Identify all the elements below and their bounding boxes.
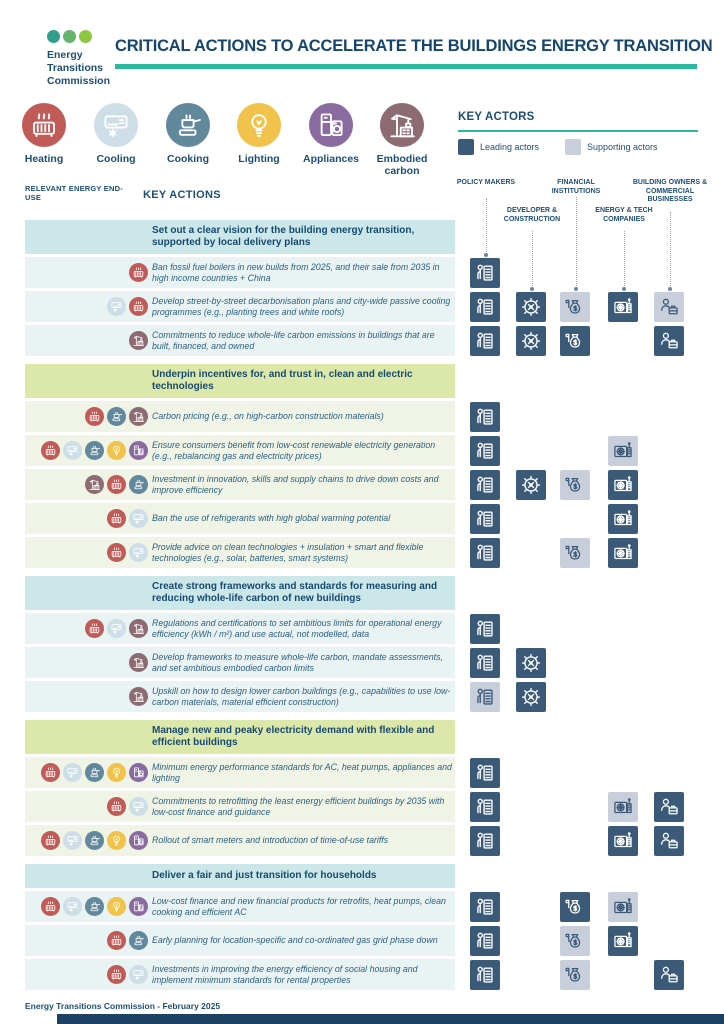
- logo-dot: [47, 30, 60, 43]
- relevant-end-use-label: RELEVANT ENERGY END-USE: [25, 184, 123, 202]
- action-text: Ban fossil fuel boilers in new builds from 2025, and their sale from 2035 in high income countries + China: [152, 261, 440, 283]
- row-end-use-icons: [25, 891, 148, 922]
- action-row: [25, 825, 724, 856]
- policy-actor-icon-lead: [470, 648, 500, 678]
- policy-actor-icon-lead: [470, 614, 500, 644]
- action-row: [25, 469, 724, 500]
- developer-actor-icon-lead: [516, 682, 546, 712]
- cooling-icon: [63, 441, 82, 460]
- action-text: Early planning for location-specific and co-ordinated gas grid phase down: [152, 935, 438, 946]
- owner-actor-icon-support: [654, 292, 684, 322]
- logo-line: Transitions: [47, 62, 104, 74]
- policy-actor-icon-lead: [470, 470, 500, 500]
- heating-icon: [107, 931, 126, 950]
- cooking-icon: [107, 407, 126, 426]
- cooling-icon: [129, 543, 148, 562]
- action-text: Minimum energy performance standards for AC, heat pumps, appliances and lighting: [152, 761, 452, 783]
- owner-actor-icon-lead: [654, 326, 684, 356]
- policy-actor-icon-lead: [470, 960, 500, 990]
- developer-actor-icon-lead: [516, 470, 546, 500]
- developer-actor-icon-lead: [516, 292, 546, 322]
- section-title: Create strong frameworks and standards for measuring and reducing whole-life carbon of new buildings: [25, 576, 455, 610]
- end-use-heating: [8, 103, 80, 166]
- energy-actor-icon-lead: [608, 926, 638, 956]
- cooling-icon: [63, 897, 82, 916]
- row-end-use-icons: [25, 647, 148, 678]
- end-use-label: Appliances: [302, 153, 360, 165]
- leading-actor-label: Leading actors: [480, 142, 540, 152]
- cooling-icon: [63, 763, 82, 782]
- embodied-icon: [129, 331, 148, 350]
- actions-matrix: [25, 220, 724, 998]
- lighting-icon: [107, 763, 126, 782]
- policy-actor-icon-lead: [470, 292, 500, 322]
- appliances-icon: [129, 763, 148, 782]
- heating-icon: [129, 297, 148, 316]
- logo-dot: [79, 30, 92, 43]
- cooling-icon: [129, 797, 148, 816]
- energy-actor-icon-support: [608, 792, 638, 822]
- cooling-icon: [129, 965, 148, 984]
- action-row: [25, 681, 724, 712]
- end-use-lighting: [223, 103, 295, 166]
- row-end-use-icons: [25, 681, 148, 712]
- action-text: Ensure consumers benefit from low-cost renewable electricity generation (e.g., rebalancing gas and electricity prices): [152, 439, 436, 461]
- action-text: Low-cost finance and new financial products for retrofits, heat pumps, clean cooking and efficient AC: [152, 895, 446, 917]
- section-title: Underpin incentives for, and trust in, clean and electric technologies: [25, 364, 455, 398]
- end-use-cooling: [80, 103, 152, 166]
- section-title: Deliver a fair and just transition for households: [25, 864, 455, 888]
- embodied-icon: [380, 103, 424, 147]
- energy-actor-icon-lead: [608, 826, 638, 856]
- supporting-actor-swatch: [565, 139, 581, 155]
- end-use-embodied: [366, 103, 438, 177]
- end-use-cooking: [152, 103, 224, 166]
- heating-icon: [107, 965, 126, 984]
- column-header-finance: FINANCIAL INSTITUTIONS: [551, 179, 601, 195]
- lighting-icon: [107, 441, 126, 460]
- section-1: [25, 220, 724, 356]
- cooling-icon: [107, 297, 126, 316]
- footer-credit: Energy Transitions Commission - February 2025: [25, 1001, 221, 1011]
- row-end-use-icons: [25, 469, 148, 500]
- column-header-policy: POLICY MAKERS: [456, 179, 516, 186]
- key-actors-divider: [458, 130, 698, 132]
- action-text: Develop frameworks to measure whole-life carbon, mandate assessments, and set ambitious embodied carbon limits: [152, 651, 443, 673]
- end-use-label: Cooling: [96, 153, 136, 165]
- row-end-use-icons: [25, 613, 148, 644]
- action-row: [25, 647, 724, 678]
- heating-icon: [22, 103, 66, 147]
- key-actions-label: KEY ACTIONS: [143, 189, 221, 201]
- owner-actor-icon-lead: [654, 792, 684, 822]
- energy-actor-icon-lead: [608, 538, 638, 568]
- developer-actor-icon-lead: [516, 648, 546, 678]
- cooking-icon: [129, 475, 148, 494]
- policy-actor-icon-lead: [470, 926, 500, 956]
- legend-supporting: [565, 139, 658, 155]
- key-actors-title: KEY ACTORS: [458, 111, 535, 123]
- action-text: Commitments to retrofitting the least energy efficient buildings by 2035 with low-cost finance and guidance: [152, 795, 445, 817]
- end-use-label: Heating: [24, 153, 64, 165]
- policy-actor-icon-lead: [470, 538, 500, 568]
- heating-icon: [85, 407, 104, 426]
- row-end-use-icons: [25, 537, 148, 568]
- column-header-developer: DEVELOPER & CONSTRUCTION: [503, 207, 561, 223]
- policy-actor-icon-support: [470, 682, 500, 712]
- legend-leading: [458, 139, 539, 155]
- end-use-label: Cooking: [167, 153, 209, 165]
- embodied-icon: [129, 407, 148, 426]
- action-row: [25, 791, 724, 822]
- finance-actor-icon-support: [560, 470, 590, 500]
- row-end-use-icons: [25, 791, 148, 822]
- energy-actor-icon-lead: [608, 292, 638, 322]
- action-row: [25, 891, 724, 922]
- cooking-icon: [85, 441, 104, 460]
- row-end-use-icons: [25, 435, 148, 466]
- row-end-use-icons: [25, 503, 148, 534]
- heating-icon: [107, 475, 126, 494]
- heating-icon: [41, 897, 60, 916]
- section-3: [25, 576, 724, 712]
- developer-actor-icon-lead: [516, 326, 546, 356]
- leading-actor-swatch: [458, 139, 474, 155]
- column-header-owner: BUILDING OWNERS & COMMERCIAL BUSINESSES: [632, 179, 708, 204]
- finance-actor-icon-support: [560, 538, 590, 568]
- heating-icon: [41, 441, 60, 460]
- logo-dot: [63, 30, 76, 43]
- cooling-icon: [63, 831, 82, 850]
- finance-actor-icon-support: [560, 292, 590, 322]
- title-accent-bar: [115, 64, 697, 69]
- energy-actor-icon-lead: [608, 470, 638, 500]
- cooling-icon: [107, 619, 126, 638]
- owner-actor-icon-lead: [654, 960, 684, 990]
- policy-actor-icon-lead: [470, 758, 500, 788]
- action-row: [25, 291, 724, 322]
- energy-actor-icon-support: [608, 892, 638, 922]
- action-text: Investments in improving the energy efficiency of social housing and implement minimum standards for rental properties: [152, 963, 418, 985]
- action-row: [25, 435, 724, 466]
- end-use-label: Lighting: [238, 153, 280, 165]
- policy-actor-icon-lead: [470, 504, 500, 534]
- cooking-icon: [85, 763, 104, 782]
- owner-actor-icon-lead: [654, 826, 684, 856]
- cooling-icon: [129, 509, 148, 528]
- policy-actor-icon-lead: [470, 402, 500, 432]
- appliances-icon: [129, 441, 148, 460]
- cooling-icon: [94, 103, 138, 147]
- finance-actor-icon-support: [560, 926, 590, 956]
- action-text: Rollout of smart meters and introduction of time-of-use tariffs: [152, 835, 389, 846]
- row-end-use-icons: [25, 757, 148, 788]
- supporting-actor-label: Supporting actors: [587, 142, 658, 152]
- heating-icon: [129, 263, 148, 282]
- heating-icon: [41, 831, 60, 850]
- action-row: [25, 537, 724, 568]
- action-text: Investment in innovation, skills and supply chains to drive down costs and improve efficiency: [152, 473, 439, 495]
- action-row: [25, 757, 724, 788]
- embodied-icon: [129, 653, 148, 672]
- action-row: [25, 503, 724, 534]
- section-5: [25, 864, 724, 990]
- action-row: [25, 959, 724, 990]
- row-end-use-icons: [25, 325, 148, 356]
- policy-actor-icon-lead: [470, 826, 500, 856]
- cooking-icon: [166, 103, 210, 147]
- finance-actor-icon-lead: [560, 892, 590, 922]
- action-row: [25, 257, 724, 288]
- row-end-use-icons: [25, 925, 148, 956]
- bottom-bar: [57, 1014, 724, 1024]
- policy-actor-icon-lead: [470, 326, 500, 356]
- action-text: Provide advice on clean technologies + insulation + smart and flexible technologies (e.g., solar, batteries, smart systems): [152, 541, 424, 563]
- heating-icon: [107, 797, 126, 816]
- action-text: Regulations and certifications to set ambitious limits for operational energy efficiency (kWh / m²) and use actual, not modelled, data: [152, 617, 442, 639]
- policy-actor-icon-lead: [470, 892, 500, 922]
- finance-actor-icon-support: [560, 960, 590, 990]
- finance-actor-icon-lead: [560, 326, 590, 356]
- energy-actor-icon-lead: [608, 504, 638, 534]
- logo-line: Energy: [47, 49, 83, 61]
- lighting-icon: [107, 831, 126, 850]
- etc-logo-dots: [47, 30, 92, 43]
- section-title: Set out a clear vision for the building energy transition, supported by local delivery plans: [25, 220, 455, 254]
- row-end-use-icons: [25, 257, 148, 288]
- heating-icon: [107, 509, 126, 528]
- policy-actor-icon-lead: [470, 436, 500, 466]
- action-text: Carbon pricing (e.g., on high-carbon construction materials): [152, 411, 384, 422]
- cooking-icon: [85, 897, 104, 916]
- action-row: [25, 325, 724, 356]
- etc-logo-text: [47, 49, 110, 88]
- section-2: [25, 364, 724, 568]
- cooking-icon: [129, 931, 148, 950]
- action-row: [25, 613, 724, 644]
- row-end-use-icons: [25, 959, 148, 990]
- action-text: Ban the use of refrigerants with high global warming potential: [152, 513, 391, 524]
- heating-icon: [85, 619, 104, 638]
- action-text: Upskill on how to design lower carbon buildings (e.g., capabilities to use low-carbon materials, material efficient construction): [152, 685, 451, 707]
- embodied-icon: [129, 619, 148, 638]
- page-title: CRITICAL ACTIONS TO ACCELERATE THE BUILDINGS ENERGY TRANSITION: [115, 37, 713, 55]
- action-row: [25, 401, 724, 432]
- lighting-icon: [107, 897, 126, 916]
- embodied-icon: [85, 475, 104, 494]
- heating-icon: [107, 543, 126, 562]
- embodied-icon: [129, 687, 148, 706]
- energy-actor-icon-support: [608, 436, 638, 466]
- policy-actor-icon-lead: [470, 258, 500, 288]
- end-use-appliances: [295, 103, 367, 166]
- action-text: Develop street-by-street decarbonisation plans and city-wide passive cooling programmes (e.g., planting trees and white roofs): [152, 295, 451, 317]
- column-header-energy: ENERGY & TECH COMPANIES: [595, 207, 653, 223]
- appliances-icon: [129, 897, 148, 916]
- row-end-use-icons: [25, 291, 148, 322]
- action-row: [25, 925, 724, 956]
- end-use-label: Embodied carbon: [376, 153, 428, 177]
- logo-line: Commission: [47, 75, 111, 87]
- cooking-icon: [85, 831, 104, 850]
- action-text: Commitments to reduce whole-life carbon emissions in buildings that are built, financed, and owned: [152, 329, 435, 351]
- appliances-icon: [129, 831, 148, 850]
- appliances-icon: [309, 103, 353, 147]
- section-4: [25, 720, 724, 856]
- heating-icon: [41, 763, 60, 782]
- row-end-use-icons: [25, 401, 148, 432]
- lighting-icon: [237, 103, 281, 147]
- row-end-use-icons: [25, 825, 148, 856]
- section-title: Manage new and peaky electricity demand with flexible and efficient buildings: [25, 720, 455, 754]
- policy-actor-icon-lead: [470, 792, 500, 822]
